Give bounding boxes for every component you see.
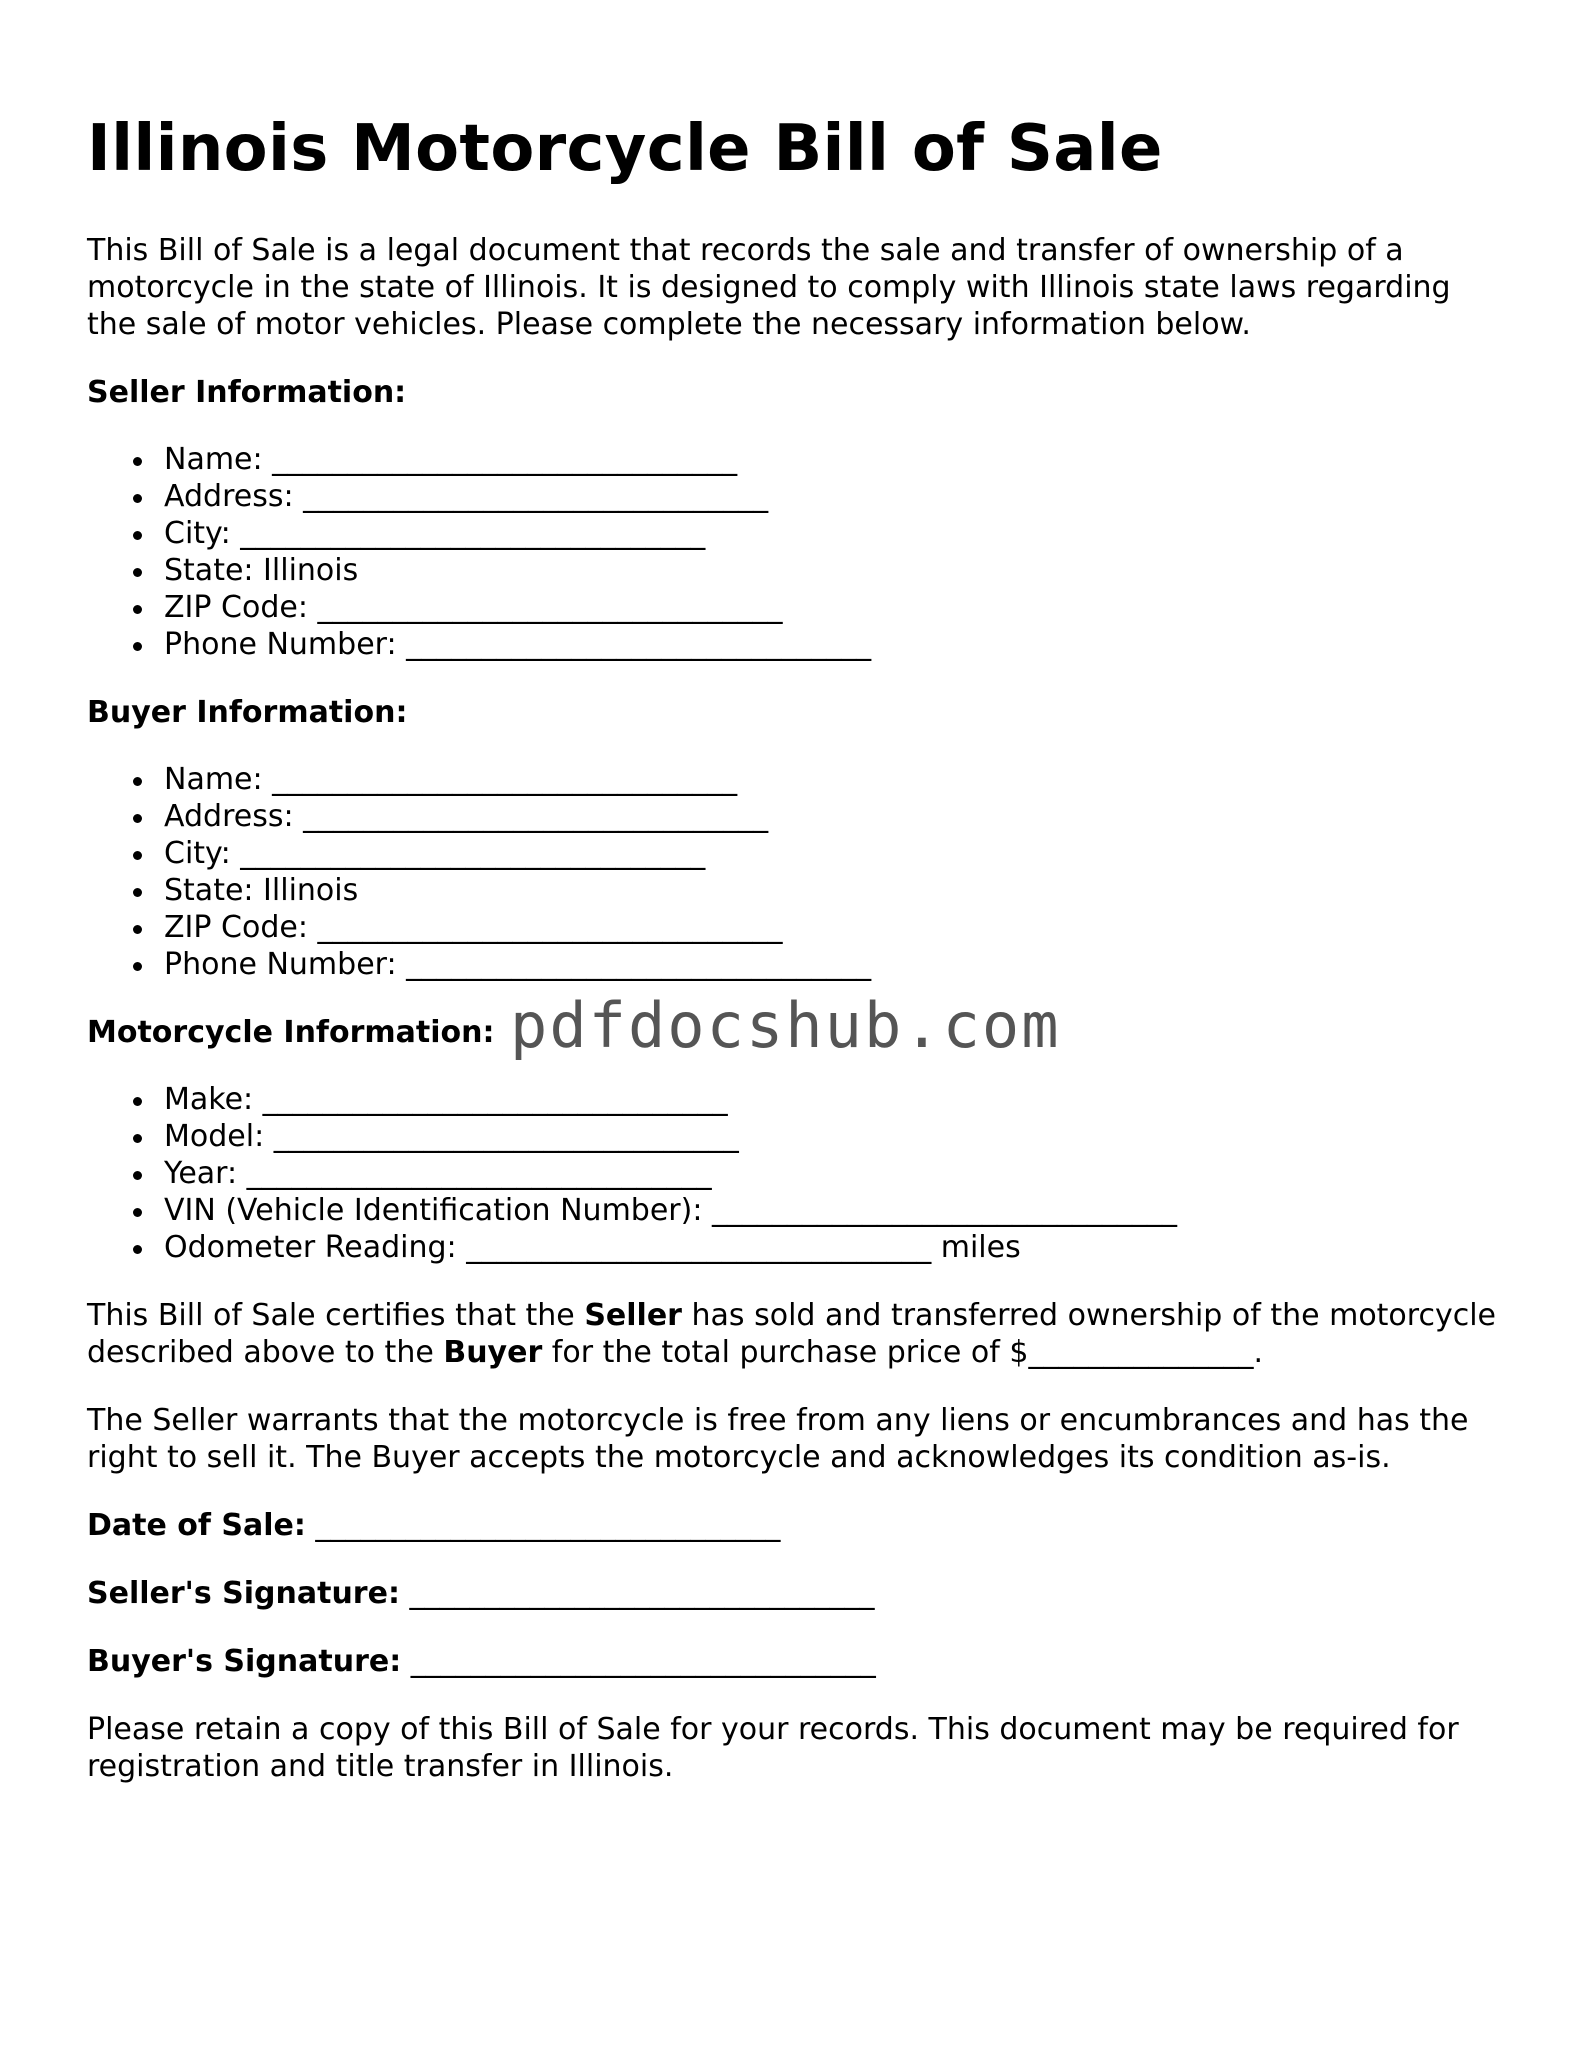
certify-seller-word: Seller bbox=[584, 1298, 682, 1333]
buyer-signature-line[interactable] bbox=[87, 1643, 1507, 1680]
seller-state-field: State: Illinois bbox=[164, 552, 1507, 589]
motorcycle-make-field[interactable]: Make: _______________________________ bbox=[164, 1081, 1507, 1118]
motorcycle-model-field[interactable]: Model: _______________________________ bbox=[164, 1118, 1507, 1155]
date-of-sale-label: Date of Sale: bbox=[87, 1508, 306, 1543]
seller-heading: Seller Information: bbox=[87, 375, 407, 410]
buyer-signature-label: Buyer's Signature: bbox=[87, 1644, 402, 1679]
certify-buyer-word: Buyer bbox=[443, 1335, 543, 1370]
buyer-address-field[interactable]: Address: _______________________________ bbox=[164, 798, 1507, 835]
closing-paragraph: Please retain a copy of this Bill of Sale for your records. This document may be required for registration and title transfer in Illinois. bbox=[87, 1712, 1459, 1784]
warranty-paragraph: The Seller warrants that the motorcycle is free from any liens or encumbrances and has the right to sell it. The Buyer accepts the motorcycle and acknowledges its condition as-is. bbox=[87, 1403, 1469, 1475]
certify-paragraph bbox=[87, 1297, 1507, 1371]
motorcycle-heading: Motorcycle Information: bbox=[87, 1015, 495, 1050]
buyer-state-field: State: Illinois bbox=[164, 872, 1507, 909]
motorcycle-odometer-field[interactable]: Odometer Reading: _______________________________ miles bbox=[164, 1229, 1507, 1266]
seller-zip-field[interactable]: ZIP Code: _______________________________ bbox=[164, 589, 1507, 626]
seller-signature-blank[interactable]: _______________________________ bbox=[399, 1576, 875, 1611]
motorcycle-year-field[interactable]: Year: _______________________________ bbox=[164, 1155, 1507, 1192]
seller-name-field[interactable]: Name: _______________________________ bbox=[164, 441, 1507, 478]
watermark-text: pdfdocshub.com bbox=[510, 989, 1061, 1062]
certify-text-1: This Bill of Sale certifies that the bbox=[87, 1298, 585, 1333]
buyer-name-field[interactable]: Name: _______________________________ bbox=[164, 761, 1507, 798]
document-page bbox=[87, 104, 1507, 1785]
date-of-sale-blank[interactable]: _______________________________ bbox=[305, 1508, 781, 1543]
seller-list bbox=[87, 441, 1507, 663]
certify-text-2: has sold and transferred ownership of the motorcycle described above to the bbox=[87, 1298, 1496, 1370]
document-title: Illinois Motorcycle Bill of Sale bbox=[87, 112, 1163, 186]
seller-phone-field[interactable]: Phone Number: _______________________________ bbox=[164, 626, 1507, 663]
buyer-list bbox=[87, 761, 1507, 983]
certify-text-3: for the total purchase price of $_______________. bbox=[542, 1335, 1263, 1370]
buyer-heading: Buyer Information: bbox=[87, 695, 408, 730]
buyer-zip-field[interactable]: ZIP Code: _______________________________ bbox=[164, 909, 1507, 946]
seller-signature-label: Seller's Signature: bbox=[87, 1576, 400, 1611]
motorcycle-list bbox=[87, 1081, 1507, 1266]
buyer-signature-blank[interactable]: _______________________________ bbox=[401, 1644, 876, 1679]
seller-city-field[interactable]: City: _______________________________ bbox=[164, 515, 1507, 552]
seller-address-field[interactable]: Address: _______________________________ bbox=[164, 478, 1507, 515]
motorcycle-vin-field[interactable]: VIN (Vehicle Identification Number): _______________________________ bbox=[164, 1192, 1507, 1229]
seller-signature-line[interactable] bbox=[87, 1575, 1507, 1612]
buyer-city-field[interactable]: City: _______________________________ bbox=[164, 835, 1507, 872]
buyer-phone-field[interactable]: Phone Number: _______________________________ bbox=[164, 946, 1507, 983]
intro-paragraph: This Bill of Sale is a legal document that records the sale and transfer of ownership of a motorcycle in the state of Illinois. It is designed to comply with Illinois state laws regarding the sale of motor vehicles. Please complete the necessary information below. bbox=[87, 233, 1451, 342]
date-of-sale-line[interactable] bbox=[87, 1507, 1507, 1544]
